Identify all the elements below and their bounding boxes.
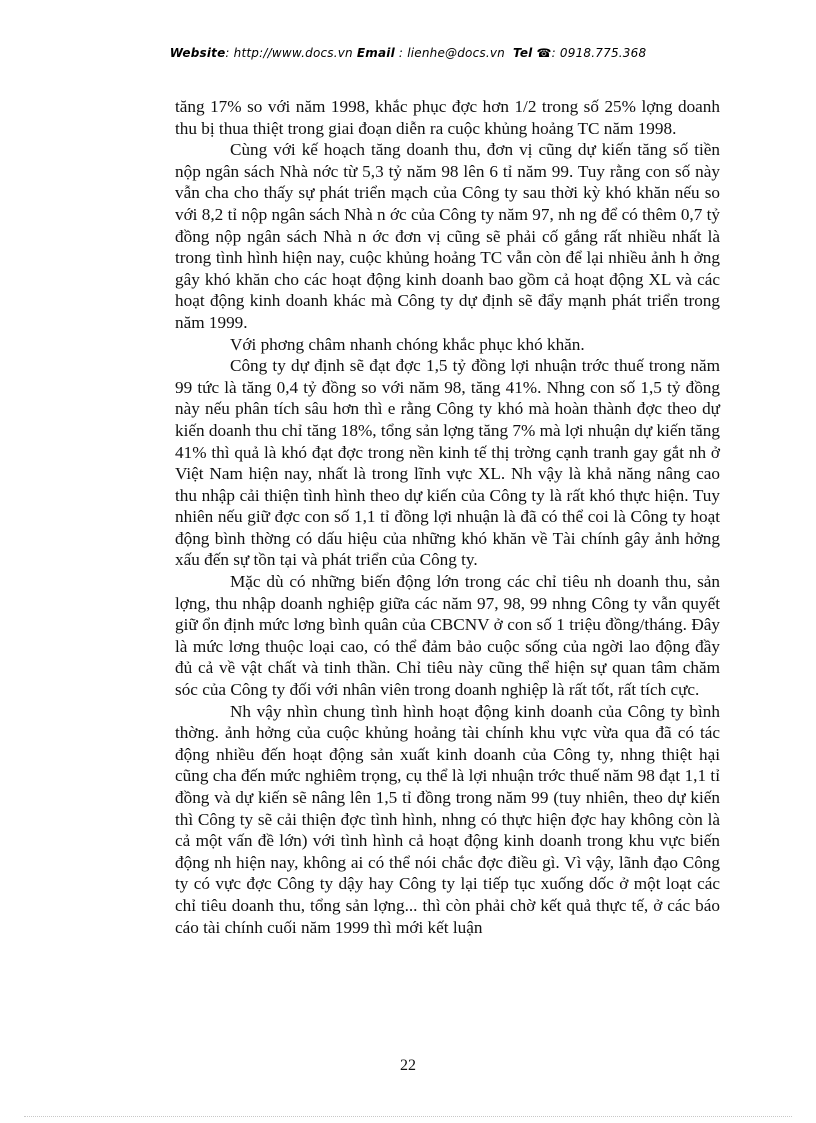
paragraph-2: Cùng với kế hoạch tăng doanh thu, đơn vị cũng dự kiến tăng số tiền nộp ngân sách Nhà nớc từ 5,3 tỷ năm 98 lên 6 tỉ năm 99. Tuy rằng con số này vẫn cha cho thấy sự phát triển mạch của Công ty sau thời kỳ khó khăn nếu so với 8,2 tỉ nộp ngân sách Nhà n ớc của Công ty năm 97, nh ng để có thêm 0,7 tỷ đồng nộp ngân sách Nhà n ớc đơn vị cũng sẽ phải cố gắng rất nhiều nhất là trong tình hình hiện nay, cuộc khủng hoảng TC vẫn còn để lại nhiều ảnh h ởng gây khó khăn cho các hoạt động kinh doanh bao gồm cả hoạt động XL và các hoạt động kinh doanh khác mà Công ty dự định sẽ đẩy mạnh phát triển trong năm 1999.	[175, 140, 720, 332]
website-label: Website	[169, 46, 226, 60]
paragraph-3: Với phơng châm nhanh chóng khắc phục khó khăn.	[230, 334, 585, 354]
paragraph-5: Mặc dù có những biến động lớn trong các chỉ tiêu nh doanh thu, sản lợng, thu nhập doanh nghiệp giữa các năm 97, 98, 99 nhng Công ty vẫn quyết giữ ổn định mức lơng bình quân của CBCNV ở con số 1 triệu đồng/tháng. Đây là mức lơng thuộc loại cao, có thể đảm bảo cuộc sống của ngời lao động đầy đủ cả về vật chất và tinh thần. Chỉ tiêu này cũng thể hiện sự quan tâm chăm sóc của Công ty đối với nhân viên trong doanh nghiệp là rất tốt, rất tích cực.	[175, 572, 720, 700]
paragraph-4: Công ty dự định sẽ đạt đợc 1,5 tỷ đồng lợi nhuận trớc thuế trong năm 99 tức là tăng 0,4 tỷ đồng so với năm 98, tăng 41%. Nhng con số 1,5 tỷ đồng này nếu phân tích sâu hơn thì e rằng Công ty khó mà hoàn thành đợc theo dự kiến doanh thu chỉ tăng 18%, tổng sản lợng tăng 7% mà lợi nhuận dự kiến tăng 41% thì quả là khó đạt đợc trong nền kinh tế thị trờng cạnh tranh gay gắt nh ở Việt Nam hiện nay, nhất là trong lĩnh vực XL. Nh vậy là khả năng nâng cao thu nhập cải thiện tình hình theo dự kiến của Công ty là rất khó thực hiện. Tuy nhiên nếu giữ đợc con số 1,1 tỉ đồng lợi nhuận là đã có thể coi là Công ty hoạt động bình thờng có dấu hiệu của những khó khăn về Tài chính gây ảnh hởng xấu đến sự tồn tại và phát triển của Công ty.	[175, 356, 720, 570]
phone-icon: ☎	[536, 46, 552, 60]
email-value: : lienhe@docs.vn	[394, 46, 509, 60]
email-label: Email	[356, 46, 395, 60]
page-header	[0, 46, 816, 60]
paragraph-6: Nh vậy nhìn chung tình hình hoạt động kinh doanh của Công ty bình thờng. ảnh hởng của cuộc khủng hoảng tài chính khu vực vừa qua đã có tác động nhiều đến hoạt động sản xuất kinh doanh của Công ty, nhng thiệt hại cũng cha đến mức nghiêm trọng, cụ thể là lợi nhuận trớc thuế năm 98 đạt 1,1 tỉ đồng và dự kiến sẽ nâng lên 1,5 tỉ đồng trong năm 99 (tuy nhiên, theo dự kiến thì Công ty sẽ cải thiện đợc tình hình, nhng có thực hiện đợc hay không còn là cả một vấn đề lớn) với tình hình cả hoạt động kinh doanh trong khu vực biến động nh hiện nay, không ai có thể nói chắc đợc điều gì. Vì vậy, lãnh đạo Công ty có vực đợc Công ty dậy hay Công ty lại tiếp tục xuống dốc ở một loạt các chỉ tiêu doanh thu, tổng sản lợng... thì còn phải chờ kết quả thực tế, ở các báo cáo tài chính cuối năm 1999 thì mới kết luận	[175, 701, 720, 937]
page-number: 22	[400, 1057, 416, 1074]
footer-divider	[24, 1116, 792, 1117]
paragraph-1: tăng 17% so với năm 1998, khắc phục đợc hơn 1/2 trong số 25% lợng doanh thu bị thua thiệt trong giai đoạn diễn ra cuộc khủng hoảng TC năm 1998.	[175, 97, 720, 138]
tel-value: : 0918.775.368	[551, 46, 647, 60]
website-value: : http://www.docs.vn	[225, 46, 357, 60]
tel-label: Tel	[513, 46, 533, 60]
document-body	[175, 96, 720, 938]
